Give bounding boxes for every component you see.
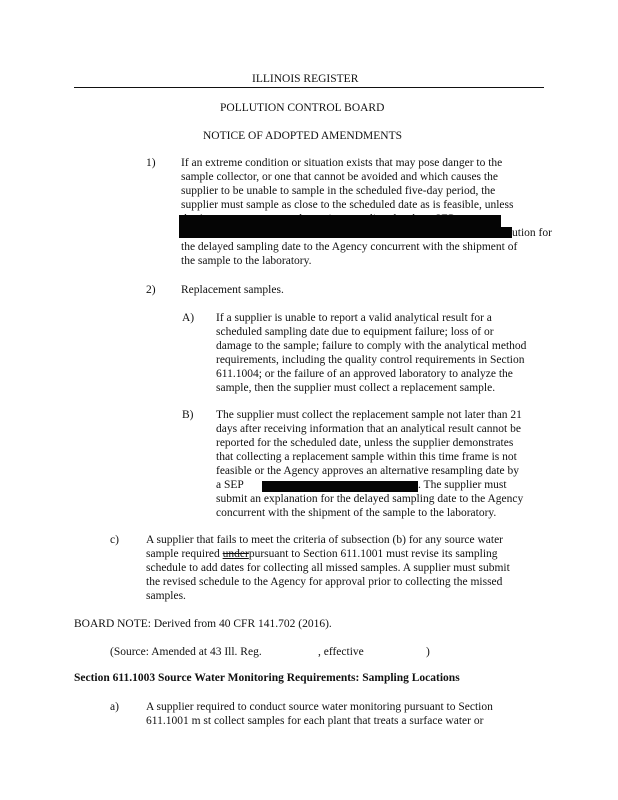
board-note: BOARD NOTE: Derived from 40 CFR 141.702 (2016).	[74, 618, 332, 630]
notice-title: NOTICE OF ADOPTED AMENDMENTS	[203, 130, 403, 142]
item-1-number: 1)	[146, 157, 156, 169]
item-a-number: a)	[110, 701, 119, 713]
item-A-line: scheduled sampling date due to equipment failure; loss of or	[216, 326, 494, 338]
section-heading: Section 611.1003 Source Water Monitoring Requirements: Sampling Locations	[74, 672, 460, 684]
struck-word: under	[222, 548, 249, 560]
item-1-line: supplier to be unable to sample in the scheduled five-day period, the	[181, 185, 496, 197]
item-A-line: damage to the sample; failure to comply with the analytical method	[216, 340, 527, 352]
board-title: POLLUTION CONTROL BOARD	[220, 102, 385, 114]
item-c-text: pursuant to Section 611.1001 must revise its sampling	[248, 548, 498, 560]
item-B-line: a SEP	[216, 479, 244, 491]
redaction-bar	[179, 215, 501, 227]
header-rule	[74, 87, 544, 88]
item-1-line: the sample to the laboratory.	[181, 255, 312, 267]
redaction-bar	[179, 227, 512, 238]
item-A-line: sample, then the supplier must collect a replacement sample.	[216, 382, 496, 394]
item-B-line: days after receiving information that an analytical result cannot be	[216, 423, 521, 435]
item-A-line: requirements, including the quality control requirements in Section	[216, 354, 525, 366]
item-c-number: c)	[110, 534, 119, 546]
item-1-line: sample collector, or one that cannot be avoided and which causes the	[181, 171, 498, 183]
item-c-line: A supplier that fails to meet the criteria of subsection (b) for any source water	[146, 534, 504, 546]
item-B-line: that collecting a replacement sample within this time frame is not	[216, 451, 517, 463]
item-A-number: A)	[182, 312, 195, 324]
item-B-line: concurrent with the shipment of the sample to the laboratory.	[216, 507, 497, 519]
item-1-line: the delayed sampling date to the Agency concurrent with the shipment of	[181, 241, 518, 253]
item-c-text: sample required	[146, 548, 223, 560]
item-c-line: samples.	[146, 590, 186, 602]
source-effective: , effective	[318, 646, 364, 658]
item-B-line: feasible or the Agency approves an alternative resampling date by	[216, 465, 520, 477]
item-a-line: A supplier required to conduct source water monitoring pursuant to Section	[146, 701, 493, 713]
redaction-bar	[262, 481, 418, 492]
item-B-number: B)	[182, 409, 194, 421]
item-c-line	[146, 548, 498, 562]
source-prefix: (Source: Amended at 43 Ill. Reg.	[110, 646, 262, 658]
item-A-line: If a supplier is unable to report a valid analytical result for a	[216, 312, 492, 324]
item-B-line: submit an explanation for the delayed sampling date to the Agency	[216, 493, 524, 505]
item-B-line: The supplier must collect the replacement sample not later than 21	[216, 409, 522, 421]
item-1-line: If an extreme condition or situation exists that may pose danger to the	[181, 157, 503, 169]
item-1-line: ution for	[512, 227, 552, 239]
item-B-line: . The supplier must	[418, 479, 507, 491]
item-A-line: 611.1004; or the failure of an approved laboratory to analyze the	[216, 368, 513, 380]
item-1-line: supplier must sample as close to the scheduled date as is feasible, unless	[181, 199, 514, 211]
item-2-number: 2)	[146, 284, 156, 296]
register-title: ILLINOIS REGISTER	[252, 73, 359, 85]
source-close: )	[426, 646, 430, 658]
item-B-line: reported for the scheduled date, unless the supplier demonstrates	[216, 437, 514, 449]
item-2-text: Replacement samples.	[181, 284, 284, 296]
item-c-line: the revised schedule to the Agency for approval prior to collecting the missed	[146, 576, 503, 588]
item-c-line: schedule to add dates for collecting all missed samples. A supplier must submit	[146, 562, 510, 574]
item-a-line: 611.1001 m st collect samples for each plant that treats a surface water or	[146, 715, 484, 727]
